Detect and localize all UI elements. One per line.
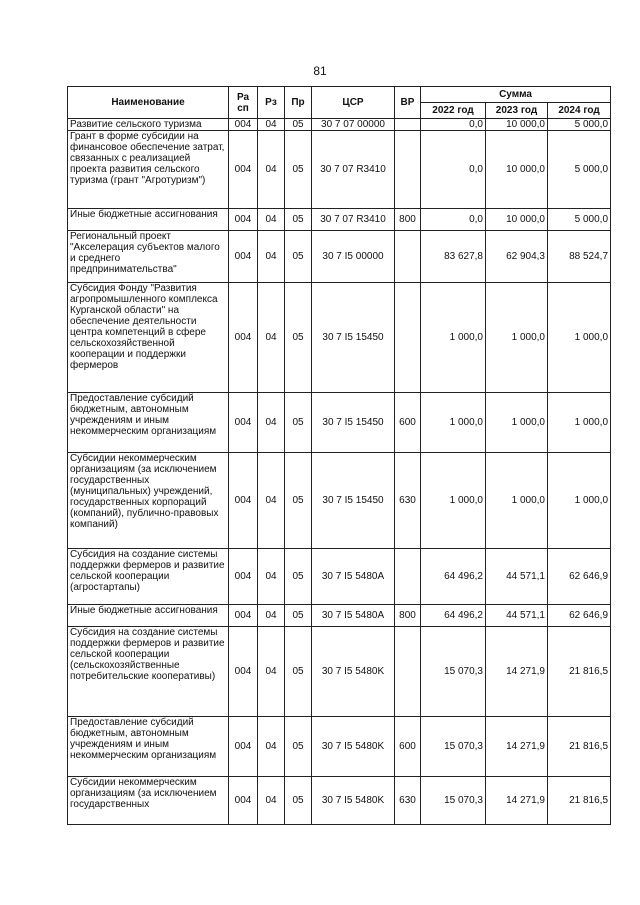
budget-table	[67, 86, 611, 825]
row-pr: 05	[285, 209, 312, 231]
row-csr: 30 7 07 R3410	[312, 131, 395, 209]
row-name: Предоставление субсидий бюджетным, автономным учреждениям и иным некоммерческим организациям	[68, 717, 229, 777]
header-vr: ВР	[395, 87, 421, 119]
row-value-2024: 1 000,0	[548, 393, 611, 453]
page-number: 81	[313, 64, 327, 78]
row-name: Иные бюджетные ассигнования	[68, 605, 229, 627]
row-value-2024: 88 524,7	[548, 231, 611, 283]
row-csr: 30 7 07 R3410	[312, 209, 395, 231]
table-row	[68, 231, 611, 283]
row-name: Региональный проект "Акселерация субъектов малого и среднего предпринимательства"	[68, 231, 229, 283]
row-csr: 30 7 I5 5480K	[312, 717, 395, 777]
row-rasp: 004	[229, 549, 258, 605]
row-value-2024: 1 000,0	[548, 453, 611, 549]
row-rasp: 004	[229, 777, 258, 825]
row-pr: 05	[285, 231, 312, 283]
row-rz: 04	[258, 119, 285, 131]
row-vr: 630	[395, 777, 421, 825]
row-value-2024: 21 816,5	[548, 627, 611, 717]
row-name: Иные бюджетные ассигнования	[68, 209, 229, 231]
row-vr: 600	[395, 717, 421, 777]
row-csr: 30 7 I5 15450	[312, 283, 395, 393]
row-pr: 05	[285, 453, 312, 549]
row-rasp: 004	[229, 119, 258, 131]
table-row	[68, 605, 611, 627]
row-rz: 04	[258, 627, 285, 717]
row-value-2023: 14 271,9	[486, 627, 548, 717]
row-rz: 04	[258, 549, 285, 605]
table-row	[68, 209, 611, 231]
row-vr	[395, 119, 421, 131]
row-rz: 04	[258, 131, 285, 209]
row-vr	[395, 549, 421, 605]
row-rz: 04	[258, 231, 285, 283]
row-rz: 04	[258, 209, 285, 231]
row-rasp: 004	[229, 393, 258, 453]
table-row	[68, 131, 611, 209]
row-csr: 30 7 I5 00000	[312, 231, 395, 283]
row-value-2023: 1 000,0	[486, 393, 548, 453]
row-value-2022: 15 070,3	[421, 717, 486, 777]
row-pr: 05	[285, 777, 312, 825]
header-rz: Рз	[258, 87, 285, 119]
row-value-2022: 15 070,3	[421, 627, 486, 717]
row-pr: 05	[285, 717, 312, 777]
header-csr: ЦСР	[312, 87, 395, 119]
row-pr: 05	[285, 131, 312, 209]
header-rasp: Ра сп	[229, 87, 258, 119]
row-value-2023: 10 000,0	[486, 131, 548, 209]
row-value-2023: 14 271,9	[486, 717, 548, 777]
row-value-2022: 15 070,3	[421, 777, 486, 825]
row-rasp: 004	[229, 131, 258, 209]
row-value-2022: 83 627,8	[421, 231, 486, 283]
row-rz: 04	[258, 393, 285, 453]
header-2023: 2023 год	[486, 103, 548, 119]
table-row	[68, 627, 611, 717]
row-value-2023: 10 000,0	[486, 119, 548, 131]
table-row	[68, 549, 611, 605]
row-csr: 30 7 I5 15450	[312, 453, 395, 549]
row-value-2023: 44 571,1	[486, 549, 548, 605]
row-rasp: 004	[229, 605, 258, 627]
row-rasp: 004	[229, 231, 258, 283]
row-vr	[395, 231, 421, 283]
row-rz: 04	[258, 283, 285, 393]
row-value-2024: 62 646,9	[548, 605, 611, 627]
row-pr: 05	[285, 549, 312, 605]
row-vr	[395, 627, 421, 717]
row-value-2023: 10 000,0	[486, 209, 548, 231]
row-name: Развитие сельского туризма	[68, 119, 229, 131]
row-name: Субсидия на создание системы поддержки фермеров и развитие сельской кооперации (агростартапы)	[68, 549, 229, 605]
row-rasp: 004	[229, 717, 258, 777]
row-csr: 30 7 I5 5480K	[312, 627, 395, 717]
row-value-2023: 1 000,0	[486, 283, 548, 393]
header-2024: 2024 год	[548, 103, 611, 119]
row-value-2022: 64 496,2	[421, 549, 486, 605]
row-value-2024: 1 000,0	[548, 283, 611, 393]
row-csr: 30 7 07 00000	[312, 119, 395, 131]
row-vr: 630	[395, 453, 421, 549]
table-row	[68, 453, 611, 549]
row-rasp: 004	[229, 283, 258, 393]
row-value-2024: 62 646,9	[548, 549, 611, 605]
row-rasp: 004	[229, 209, 258, 231]
row-vr: 600	[395, 393, 421, 453]
row-value-2024: 5 000,0	[548, 209, 611, 231]
header-name: Наименование	[68, 87, 229, 119]
row-rasp: 004	[229, 627, 258, 717]
table-row	[68, 717, 611, 777]
row-vr: 800	[395, 209, 421, 231]
row-value-2022: 1 000,0	[421, 283, 486, 393]
row-value-2022: 0,0	[421, 119, 486, 131]
row-pr: 05	[285, 393, 312, 453]
row-vr: 800	[395, 605, 421, 627]
header-2022: 2022 год	[421, 103, 486, 119]
table-row	[68, 283, 611, 393]
row-value-2024: 21 816,5	[548, 717, 611, 777]
row-vr	[395, 131, 421, 209]
row-value-2022: 0,0	[421, 209, 486, 231]
row-csr: 30 7 I5 5480K	[312, 777, 395, 825]
row-value-2023: 14 271,9	[486, 777, 548, 825]
row-pr: 05	[285, 283, 312, 393]
table-row	[68, 777, 611, 825]
row-name: Грант в форме субсидии на финансовое обеспечение затрат, связанных с реализацией проекта развития сельского туризма (грант "Агротуризм")	[68, 131, 229, 209]
row-pr: 05	[285, 119, 312, 131]
table-row	[68, 393, 611, 453]
row-rz: 04	[258, 605, 285, 627]
row-value-2023: 44 571,1	[486, 605, 548, 627]
row-name: Субсидии некоммерческим организациям (за исключением государственных	[68, 777, 229, 825]
row-csr: 30 7 I5 5480A	[312, 605, 395, 627]
row-name: Субсидии некоммерческим организациям (за исключением государственных (муниципальных) учреждений, государственных корпораций (компаний), публично-правовых компаний)	[68, 453, 229, 549]
row-value-2022: 64 496,2	[421, 605, 486, 627]
row-vr	[395, 283, 421, 393]
row-csr: 30 7 I5 15450	[312, 393, 395, 453]
row-value-2023: 1 000,0	[486, 453, 548, 549]
row-rz: 04	[258, 717, 285, 777]
row-name: Субсидия на создание системы поддержки фермеров и развитие сельской кооперации (сельскохозяйственные потребительские кооперативы)	[68, 627, 229, 717]
row-pr: 05	[285, 627, 312, 717]
row-value-2024: 21 816,5	[548, 777, 611, 825]
row-value-2022: 1 000,0	[421, 453, 486, 549]
row-pr: 05	[285, 605, 312, 627]
row-csr: 30 7 I5 5480A	[312, 549, 395, 605]
row-name: Субсидия Фонду "Развития агропромышленного комплекса Курганской области" на обеспечение деятельности центра компетенций в сфере сельскохозяйственной кооперации и поддержки фермеров	[68, 283, 229, 393]
row-rz: 04	[258, 453, 285, 549]
row-value-2023: 62 904,3	[486, 231, 548, 283]
row-name: Предоставление субсидий бюджетным, автономным учреждениям и иным некоммерческим организациям	[68, 393, 229, 453]
row-value-2022: 1 000,0	[421, 393, 486, 453]
row-rasp: 004	[229, 453, 258, 549]
row-value-2022: 0,0	[421, 131, 486, 209]
table-row	[68, 119, 611, 131]
row-rz: 04	[258, 777, 285, 825]
row-value-2024: 5 000,0	[548, 131, 611, 209]
header-sum: Сумма	[421, 87, 611, 103]
row-value-2024: 5 000,0	[548, 119, 611, 131]
header-pr: Пр	[285, 87, 312, 119]
